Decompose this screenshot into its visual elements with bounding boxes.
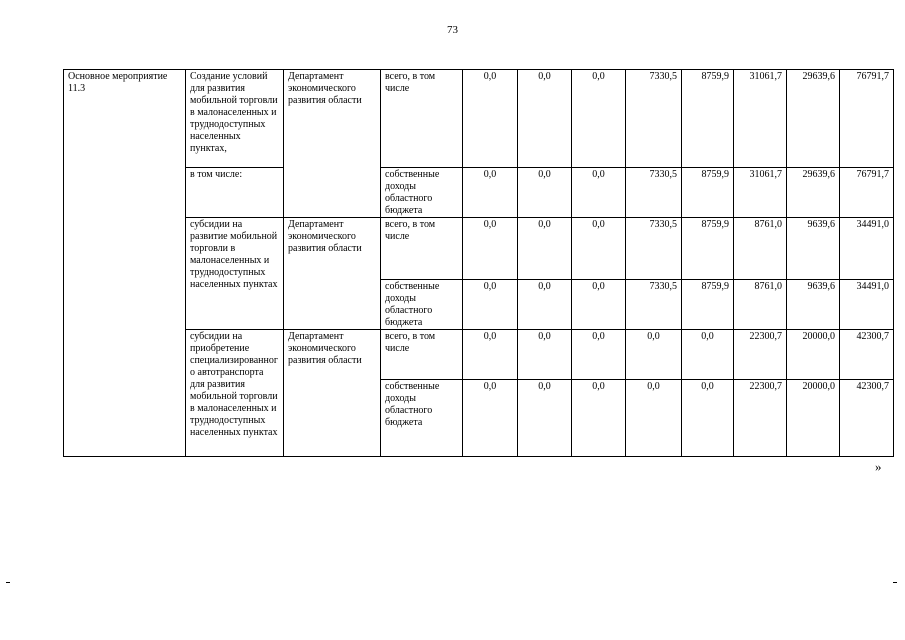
value-cell: 8759,9 [682, 70, 734, 168]
value-cell: 34491,0 [840, 218, 894, 280]
value-cell: 0,0 [463, 70, 518, 168]
value-cell: 0,0 [518, 330, 572, 380]
value-cell: 42300,7 [840, 330, 894, 380]
table-row [64, 70, 894, 168]
value-cell: 22300,7 [734, 380, 787, 457]
department-cell: Департамент экономического развития области [284, 218, 381, 330]
value-cell: 0,0 [463, 280, 518, 330]
value-cell: 0,0 [463, 330, 518, 380]
value-cell: 0,0 [463, 380, 518, 457]
value-cell: 8759,9 [682, 280, 734, 330]
measure-name-cell: субсидии на приобретение специализированного автотранспорта для развития мобильной торговли в малонаселенных и труднодоступных населенных пунктах [186, 330, 284, 457]
measure-name-cell: Создание условий для развития мобильной торговли в малонаселенных и труднодоступных населенных пунктах, [186, 70, 284, 168]
event-label-cell: Основное мероприятие 11.3 [64, 70, 186, 457]
table-row [64, 330, 894, 380]
value-cell: 0,0 [518, 70, 572, 168]
value-cell: 7330,5 [626, 218, 682, 280]
value-cell: 9639,6 [787, 218, 840, 280]
value-cell: 0,0 [518, 218, 572, 280]
funding-source-cell: всего, в том числе [381, 330, 463, 380]
value-cell: 8761,0 [734, 218, 787, 280]
value-cell: 7330,5 [626, 70, 682, 168]
value-cell: 0,0 [518, 280, 572, 330]
scan-mark-left [6, 582, 10, 583]
value-cell: 34491,0 [840, 280, 894, 330]
value-cell: 0,0 [463, 168, 518, 218]
value-cell: 0,0 [682, 380, 734, 457]
value-cell: 76791,7 [840, 70, 894, 168]
budget-table [63, 69, 894, 457]
value-cell: 8759,9 [682, 168, 734, 218]
value-cell: 29639,6 [787, 70, 840, 168]
table-row [64, 218, 894, 280]
value-cell: 76791,7 [840, 168, 894, 218]
closing-quote: » [875, 459, 882, 474]
value-cell: 8759,9 [682, 218, 734, 280]
page-number: 73 [447, 24, 458, 36]
value-cell: 0,0 [626, 380, 682, 457]
value-cell: 0,0 [626, 330, 682, 380]
funding-source-cell: собственные доходы областного бюджета [381, 168, 463, 218]
value-cell: 0,0 [572, 380, 626, 457]
value-cell: 9639,6 [787, 280, 840, 330]
value-cell: 0,0 [518, 380, 572, 457]
funding-source-cell: собственные доходы областного бюджета [381, 280, 463, 330]
value-cell: 0,0 [682, 330, 734, 380]
scan-mark-right [893, 582, 897, 583]
funding-source-cell: всего, в том числе [381, 218, 463, 280]
value-cell: 7330,5 [626, 280, 682, 330]
table-row [64, 168, 894, 218]
value-cell: 29639,6 [787, 168, 840, 218]
measure-name-sub-cell: в том числе: [186, 168, 284, 218]
value-cell: 0,0 [572, 218, 626, 280]
department-cell: Департамент экономического развития области [284, 70, 381, 218]
funding-source-cell: собственные доходы областного бюджета [381, 380, 463, 457]
value-cell: 7330,5 [626, 168, 682, 218]
value-cell: 0,0 [572, 330, 626, 380]
value-cell: 42300,7 [840, 380, 894, 457]
value-cell: 0,0 [572, 168, 626, 218]
value-cell: 31061,7 [734, 70, 787, 168]
value-cell: 20000,0 [787, 380, 840, 457]
value-cell: 22300,7 [734, 330, 787, 380]
department-cell: Департамент экономического развития области [284, 330, 381, 457]
measure-name-cell: субсидии на развитие мобильной торговли в малонаселенных и труднодоступных населенных пунктах [186, 218, 284, 330]
value-cell: 0,0 [518, 168, 572, 218]
funding-source-cell: всего, в том числе [381, 70, 463, 168]
value-cell: 0,0 [572, 280, 626, 330]
value-cell: 0,0 [463, 218, 518, 280]
value-cell: 31061,7 [734, 168, 787, 218]
value-cell: 0,0 [572, 70, 626, 168]
value-cell: 8761,0 [734, 280, 787, 330]
value-cell: 20000,0 [787, 330, 840, 380]
